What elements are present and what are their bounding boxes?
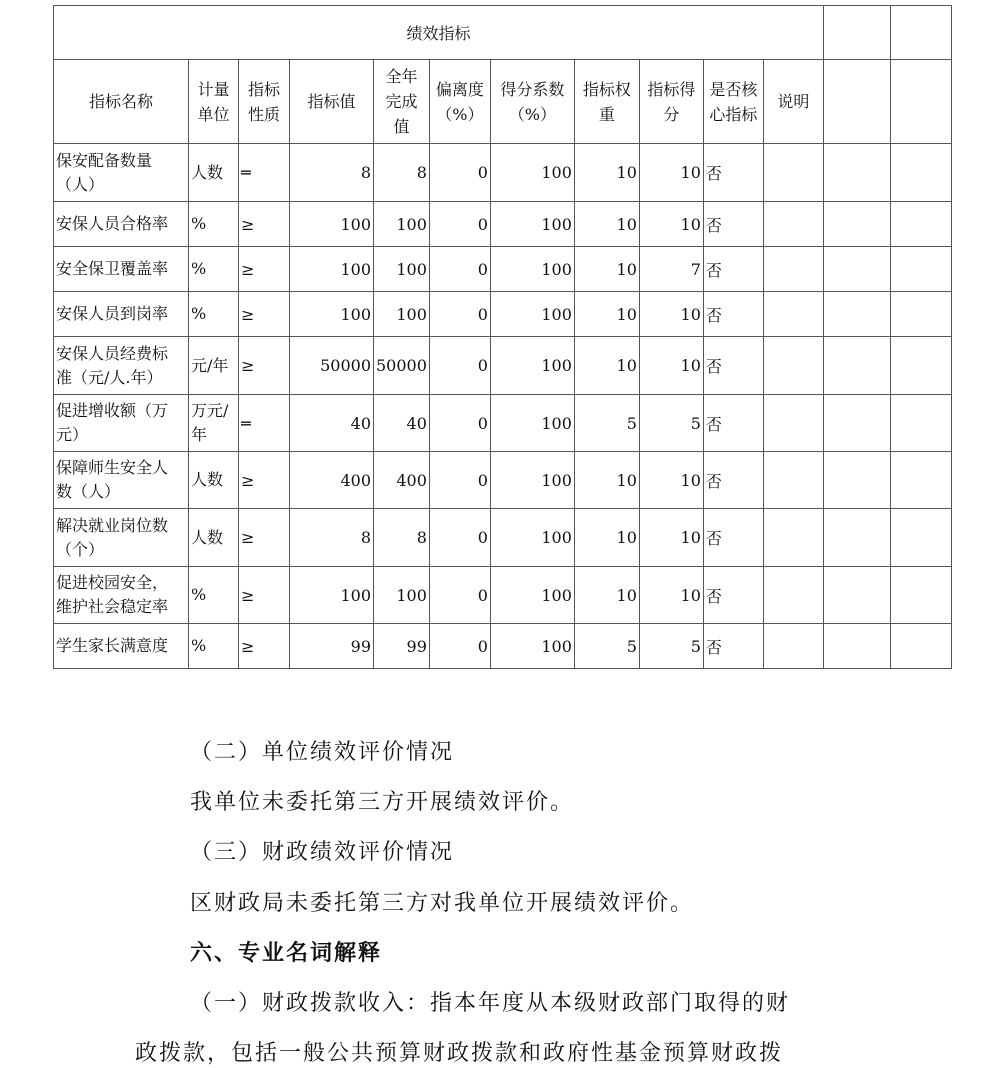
actual-value-cell: 99: [374, 624, 430, 669]
actual-value-cell: 40: [374, 395, 430, 452]
score-cell: 10: [639, 292, 703, 337]
target-value-cell: 8: [290, 144, 374, 202]
blank-cell: [823, 247, 890, 292]
deviation-cell: 0: [429, 202, 490, 247]
unit-cell: %: [189, 202, 239, 247]
nature-cell: ≥: [239, 292, 290, 337]
section-heading-terms: 六、专业名词解释: [190, 940, 383, 966]
unit-cell: %: [189, 567, 239, 624]
table-row: [54, 395, 952, 452]
indicator-name-cell: 学生家长满意度: [54, 624, 189, 669]
blank-cell: [890, 337, 951, 395]
score-cell: 10: [639, 509, 703, 567]
unit-cell: 人数: [189, 144, 239, 202]
score-cell: 10: [639, 452, 703, 509]
indicator-name-cell: 安保人员合格率: [54, 202, 189, 247]
score-coefficient-cell: 100: [490, 202, 574, 247]
header-indicator-name: 指标名称: [54, 60, 189, 144]
section-heading-fiscal-evaluation: （三）财政绩效评价情况: [190, 840, 455, 865]
header-score: 指标得 分: [639, 60, 703, 144]
unit-cell: %: [189, 247, 239, 292]
note-cell: [763, 395, 823, 452]
blank-cell: [823, 624, 890, 669]
actual-value-cell: 100: [374, 247, 430, 292]
nature-cell: ≥: [239, 452, 290, 509]
weight-cell: 10: [574, 202, 639, 247]
blank-cell: [890, 395, 951, 452]
blank-cell: [890, 292, 951, 337]
blank-cell: [823, 292, 890, 337]
nature-cell: ≥: [239, 247, 290, 292]
score-cell: 7: [639, 247, 703, 292]
indicator-name-cell: 促进校园安全， 维护社会稳定率: [54, 567, 189, 624]
blank-cell: [823, 6, 890, 60]
nature-cell: ≥: [239, 202, 290, 247]
score-coefficient-cell: 100: [490, 337, 574, 395]
score-coefficient-cell: 100: [490, 395, 574, 452]
indicator-name-cell: 解决就业岗位数 （个）: [54, 509, 189, 567]
core-indicator-cell: 否: [703, 292, 763, 337]
note-cell: [763, 452, 823, 509]
unit-cell: %: [189, 624, 239, 669]
nature-cell: ≥: [239, 567, 290, 624]
blank-cell: [890, 452, 951, 509]
core-indicator-cell: 否: [703, 202, 763, 247]
unit-cell: 元/年: [189, 337, 239, 395]
actual-value-cell: 50000: [374, 337, 430, 395]
table-row: [54, 202, 952, 247]
core-indicator-cell: 否: [703, 247, 763, 292]
core-indicator-cell: 否: [703, 144, 763, 202]
blank-cell: [823, 567, 890, 624]
note-cell: [763, 292, 823, 337]
definition-line-2: 政拨款，包括一般公共预算财政拨款和政府性基金预算财政拨: [135, 1041, 784, 1066]
paragraph-unit-evaluation: 我单位未委托第三方开展绩效评价。: [190, 790, 575, 815]
core-indicator-cell: 否: [703, 452, 763, 509]
nature-cell: ═: [239, 395, 290, 452]
unit-cell: 人数: [189, 509, 239, 567]
weight-cell: 10: [574, 452, 639, 509]
indicator-name-cell: 安保人员到岗率: [54, 292, 189, 337]
core-indicator-cell: 否: [703, 624, 763, 669]
header-actual-value: 全年 完成 值: [374, 60, 430, 144]
nature-cell: ≥: [239, 337, 290, 395]
score-cell: 5: [639, 624, 703, 669]
deviation-cell: 0: [429, 144, 490, 202]
weight-cell: 10: [574, 247, 639, 292]
table-row: [54, 337, 952, 395]
blank-cell: [823, 202, 890, 247]
deviation-cell: 0: [429, 337, 490, 395]
blank-cell: [890, 202, 951, 247]
weight-cell: 5: [574, 395, 639, 452]
indicator-name-cell: 促进增收额（万 元）: [54, 395, 189, 452]
deviation-cell: 0: [429, 395, 490, 452]
nature-cell: ≥: [239, 509, 290, 567]
deviation-cell: 0: [429, 567, 490, 624]
note-cell: [763, 567, 823, 624]
actual-value-cell: 400: [374, 452, 430, 509]
blank-cell: [890, 6, 951, 60]
score-cell: 10: [639, 144, 703, 202]
score-coefficient-cell: 100: [490, 292, 574, 337]
weight-cell: 10: [574, 292, 639, 337]
target-value-cell: 100: [290, 292, 374, 337]
blank-cell: [890, 509, 951, 567]
blank-cell: [823, 144, 890, 202]
target-value-cell: 8: [290, 509, 374, 567]
header-target-value: 指标值: [290, 60, 374, 144]
target-value-cell: 40: [290, 395, 374, 452]
score-cell: 10: [639, 202, 703, 247]
performance-indicator-table: [53, 5, 952, 669]
weight-cell: 10: [574, 509, 639, 567]
core-indicator-cell: 否: [703, 337, 763, 395]
target-value-cell: 99: [290, 624, 374, 669]
score-coefficient-cell: 100: [490, 452, 574, 509]
table-row: [54, 624, 952, 669]
unit-cell: 人数: [189, 452, 239, 509]
header-weight: 指标权 重: [574, 60, 639, 144]
note-cell: [763, 247, 823, 292]
blank-cell: [890, 567, 951, 624]
score-coefficient-cell: 100: [490, 509, 574, 567]
deviation-cell: 0: [429, 452, 490, 509]
blank-cell: [823, 337, 890, 395]
deviation-cell: 0: [429, 247, 490, 292]
table-row: [54, 509, 952, 567]
core-indicator-cell: 否: [703, 509, 763, 567]
section-heading-unit-evaluation: （二）单位绩效评价情况: [190, 740, 455, 765]
header-core-indicator: 是否核 心指标: [703, 60, 763, 144]
nature-cell: ≥: [239, 624, 290, 669]
weight-cell: 10: [574, 567, 639, 624]
table-row: [54, 567, 952, 624]
header-deviation: 偏离度 （%）: [429, 60, 490, 144]
blank-cell: [823, 509, 890, 567]
score-cell: 5: [639, 395, 703, 452]
indicator-name-cell: 保安配备数量 （人）: [54, 144, 189, 202]
paragraph-fiscal-evaluation: 区财政局未委托第三方对我单位开展绩效评价。: [190, 891, 695, 916]
definition-line-1: （一）财政拨款收入：指本年度从本级财政部门取得的财: [190, 991, 791, 1016]
note-cell: [763, 624, 823, 669]
score-coefficient-cell: 100: [490, 624, 574, 669]
target-value-cell: 100: [290, 202, 374, 247]
weight-cell: 10: [574, 337, 639, 395]
unit-cell: %: [189, 292, 239, 337]
score-coefficient-cell: 100: [490, 567, 574, 624]
target-value-cell: 100: [290, 247, 374, 292]
table-row: [54, 452, 952, 509]
indicator-name-cell: 安保人员经费标 准（元/人.年）: [54, 337, 189, 395]
table-row: [54, 247, 952, 292]
score-coefficient-cell: 100: [490, 144, 574, 202]
actual-value-cell: 8: [374, 144, 430, 202]
weight-cell: 5: [574, 624, 639, 669]
deviation-cell: 0: [429, 624, 490, 669]
header-score-coefficient: 得分系数 （%）: [490, 60, 574, 144]
header-note: 说明: [763, 60, 823, 144]
blank-cell: [890, 144, 951, 202]
blank-cell: [823, 395, 890, 452]
score-cell: 10: [639, 567, 703, 624]
table-row: [54, 292, 952, 337]
blank-cell: [890, 624, 951, 669]
deviation-cell: 0: [429, 509, 490, 567]
blank-cell: [890, 247, 951, 292]
header-nature: 指标 性质: [239, 60, 290, 144]
actual-value-cell: 100: [374, 202, 430, 247]
core-indicator-cell: 否: [703, 567, 763, 624]
indicator-name-cell: 保障师生安全人 数（人）: [54, 452, 189, 509]
table-title: 绩效指标: [54, 6, 824, 60]
note-cell: [763, 509, 823, 567]
blank-cell: [823, 452, 890, 509]
target-value-cell: 100: [290, 567, 374, 624]
note-cell: [763, 144, 823, 202]
score-coefficient-cell: 100: [490, 247, 574, 292]
unit-cell: 万元/ 年: [189, 395, 239, 452]
target-value-cell: 400: [290, 452, 374, 509]
note-cell: [763, 202, 823, 247]
blank-cell: [890, 60, 951, 144]
actual-value-cell: 100: [374, 567, 430, 624]
indicator-name-cell: 安全保卫覆盖率: [54, 247, 189, 292]
deviation-cell: 0: [429, 292, 490, 337]
weight-cell: 10: [574, 144, 639, 202]
nature-cell: ═: [239, 144, 290, 202]
blank-cell: [823, 60, 890, 144]
score-cell: 10: [639, 337, 703, 395]
core-indicator-cell: 否: [703, 395, 763, 452]
table-row: [54, 144, 952, 202]
note-cell: [763, 337, 823, 395]
actual-value-cell: 100: [374, 292, 430, 337]
target-value-cell: 50000: [290, 337, 374, 395]
actual-value-cell: 8: [374, 509, 430, 567]
header-unit: 计量 单位: [189, 60, 239, 144]
